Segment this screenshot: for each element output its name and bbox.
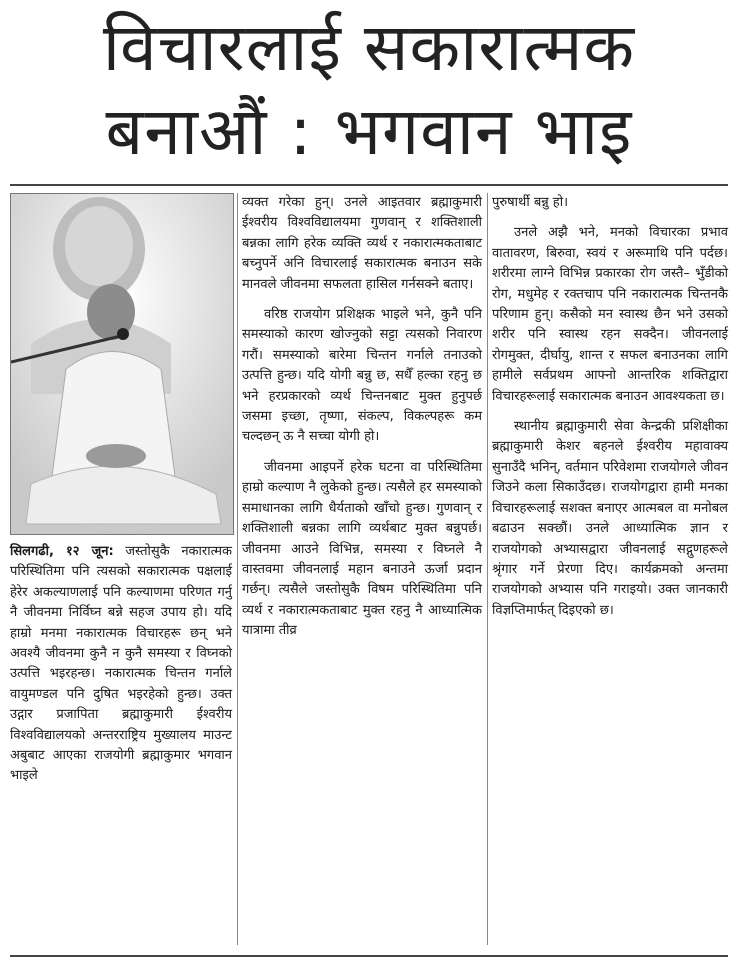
column-3-paragraph-1: पुरुषार्थी बन्नु हो। bbox=[492, 195, 569, 210]
column-2-paragraph-3: जीवनमा आइपर्ने हरेक घटना वा परिस्थितिमा हाम्रो कल्याण नै लुकेको हुन्छ। त्यसैले हर समस्याको समाधानका लागि धैर्यताको खाँचो हुन्छ। गुणवान् र शक्तिशाली बन्नका लागि व्यर्थबाट मुक्त बन्नुपर्छ। जीवनमा आउने विभिन्न, समस्या र विघ्नले नै वास्तवमा जीवनलाई महान बनाउने ऊर्जा प्रदान गर्छन्। त्यसैले जस्तोसुकै विषम परिस्थितिमा पनि व्यर्थ र नकारात्मकताबाट मुक्त रहनु नै आध्यात्मिक यात्रामा तीव्र bbox=[242, 459, 482, 639]
headline bbox=[0, 6, 738, 174]
bottom-rule bbox=[10, 955, 728, 957]
column-3-paragraph-2: उनले अझै भने, मनको विचारका प्रभाव वातावरण, बिरुवा, स्वयं र अरूमाथि पनि पर्दछ। शरीरमा लाग्ने विभिन्न प्रकारका रोग जस्तै– भुँडीको रोग, मधुमेह र रक्तचाप पनि नकारात्मक चिन्तनकै परिणाम हुन्। कसैको मन स्वास्थ छैन भने उसको शरीर पनि स्वास्थ रहन सक्दैन। जीवनलाई रोगमुक्त, दीर्घायु, शान्त र सफल बनाउनका लागि हामीले सर्वप्रथम आफ्नो आन्तरिक शक्तिद्वारा विचारहरूलाई सकारात्मक बनाउन आवश्यकता छ। bbox=[492, 225, 728, 404]
column-2-paragraph-1: व्यक्त गरेका हुन्। उनले आइतवार ब्रह्माकुमारी ईश्वरीय विश्वविद्यालयमा गुणवान् र शक्तिशाली बन्नका लागि हरेक व्यक्ति व्यर्थ र नकारात्मकताबाट बच्नुपर्ने अनि विचारलाई सकारात्मक बनाउन सके मानवले जीवनमा सफलता हासिल गर्नसक्ने बताए। bbox=[242, 195, 482, 292]
headline-line-2: बनाऔं : भगवान भाइ bbox=[105, 93, 633, 170]
column-1-text: जस्तोसुकै नकारात्मक परिस्थितिमा पनि त्यसको सकारात्मक पक्षलाई हेरेर अकल्याणलाई पनि कल्याणमा परिणत गर्नु नै जीवनमा निर्विघ्न बन्ने सहज उपाय हो। यदि हाम्रो मनमा नकारात्मक विचारहरू छन् भने अवश्यै जीवनमा कुनै न कुनै समस्या र विघ्नको उत्पत्ति भइरहन्छ। नकारात्मक चिन्तन गर्नाले वायुमण्डल पनि दुषित भइरहेको हुन्छ। उक्त उद्गार प्रजापिता ब्रह्माकुमारी ईश्वरीय विश्वविद्यालयको अन्तरराष्ट्रिय मुख्यालय माउन्ट अबुबाट आएका राजयोगी ब्रह्माकुमार भगवान भाइले bbox=[10, 544, 233, 784]
column-divider bbox=[487, 193, 488, 945]
column-divider bbox=[237, 193, 238, 945]
top-rule bbox=[10, 184, 728, 186]
column-2-paragraph-2: वरिष्ठ राजयोग प्रशिक्षक भाइले भने, कुनै पनि समस्याको कारण खोज्नुको सट्टा त्यसको निवारण गरौं। समस्याको बारेमा चिन्तन गर्नाले तनाउको उत्पत्ति हुन्छ। यदि योगी बन्नु छ, सधैँ हल्का रहनु छ भने हरप्रकारको व्यर्थ चिन्तनबाट मुक्त हुनुपर्छ जसमा इच्छा, तृष्णा, संकल्प, विकल्पहरू कम चल्दछन् ऊ नै सच्चा योगी हो। bbox=[242, 307, 482, 445]
article-photo bbox=[10, 193, 234, 535]
article-column-3 bbox=[492, 193, 728, 621]
speaker-photo-illustration bbox=[11, 194, 233, 534]
dateline: सिलगढी, १२ जून: bbox=[10, 544, 114, 559]
headline-line-1: विचारलाई सकारात्मक bbox=[102, 9, 636, 86]
column-3-paragraph-3: स्थानीय ब्रह्माकुमारी सेवा केन्द्रकी प्रशिक्षीका ब्रह्माकुमारी केशर बहनले ईश्वरीय महावाक्य सुनाउँदै भनिन्, वर्तमान परिवेशमा राजयोगले जीवन जिउने कला सिकाउँदछ। राजयोगद्वारा हामी मनका विचारहरूलाई सशक्त बनाएर आत्मबल वा मनोबल बढाउन सक्छौं। उनले आध्यात्मिक ज्ञान र राजयोगको अभ्यासद्वारा जीवनलाई सद्गुणहरूले श्रृंगार गर्ने प्रेरणा दिए। कार्यक्रमको अन्तमा राजयोगको अभ्यास पनि गराइयो। उक्त जानकारी विज्ञप्तिमार्फत् दिइएको छ। bbox=[492, 419, 728, 618]
article-column-1 bbox=[10, 542, 232, 787]
article-column-2 bbox=[242, 193, 482, 642]
